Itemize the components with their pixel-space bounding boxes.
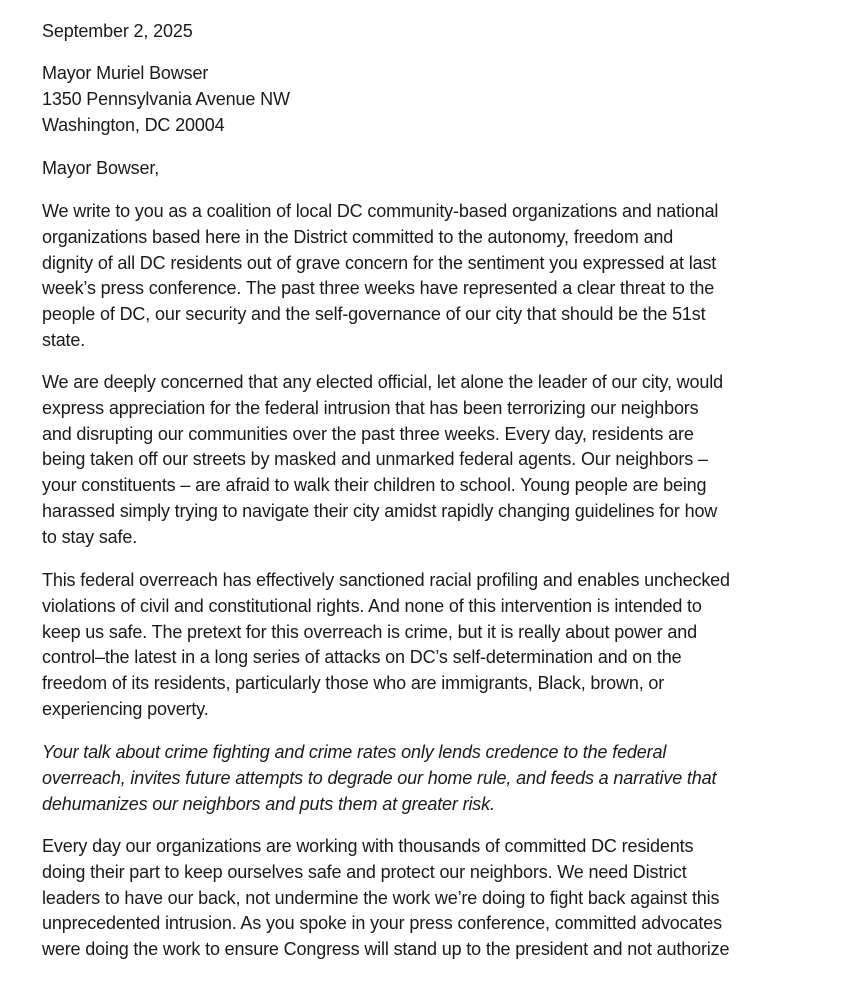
paragraph-line: overreach, invites future attempts to degrade our home rule, and feeds a narrative that xyxy=(42,767,717,788)
recipient-street: 1350 Pennsylvania Avenue NW xyxy=(42,88,290,109)
paragraph-line: We write to you as a coalition of local DC community-based organizations and national xyxy=(42,201,719,221)
date-text: September 2, 2025 xyxy=(42,21,193,41)
paragraph-line: keep us safe. The pretext for this overreach is crime, but it is really about power and xyxy=(42,621,697,642)
salutation xyxy=(42,156,159,182)
paragraph-2 xyxy=(42,370,723,551)
paragraph-line: violations of civil and constitutional rights. And none of this intervention is intended to xyxy=(42,595,702,616)
paragraph-line: express appreciation for the federal intrusion that has been terrorizing our neighbors xyxy=(42,397,699,418)
paragraph-line: to stay safe. xyxy=(42,526,138,547)
recipient-address xyxy=(42,61,290,138)
paragraph-line: state. xyxy=(42,329,86,350)
paragraph-line: week’s press conference. The past three weeks have represented a clear threat to the xyxy=(42,278,715,299)
paragraph-line: were doing the work to ensure Congress will stand up to the president and not authorize xyxy=(42,939,730,960)
paragraph-line: leaders to have our back, not undermine the work we’re doing to fight back against this xyxy=(42,887,720,908)
paragraph-line: control–the latest in a long series of attacks on DC’s self-determination and on the xyxy=(42,647,682,668)
paragraph-3 xyxy=(42,568,730,723)
recipient-city: Washington, DC 20004 xyxy=(42,114,225,135)
paragraph-line: people of DC, our security and the self-governance of our city that should be the 51st xyxy=(42,304,706,325)
paragraph-line: We are deeply concerned that any elected official, let alone the leader of our city, would xyxy=(42,372,723,392)
paragraph-line: experiencing poverty. xyxy=(42,698,209,719)
paragraph-line: being taken off our streets by masked and unmarked federal agents. Our neighbors – xyxy=(42,449,708,470)
paragraph-line: doing their part to keep ourselves safe and protect our neighbors. We need District xyxy=(42,861,687,882)
paragraph-line: and disrupting our communities over the past three weeks. Every day, residents are xyxy=(42,423,694,444)
paragraph-line: unprecedented intrusion. As you spoke in your press conference, committed advocates xyxy=(42,913,722,934)
paragraph-5 xyxy=(42,834,729,963)
paragraph-line: your constituents – are afraid to walk their children to school. Young people are being xyxy=(42,475,707,496)
letter-date xyxy=(42,19,193,45)
paragraph-line: organizations based here in the District committed to the autonomy, freedom and xyxy=(42,226,674,247)
paragraph-line: dehumanizes our neighbors and puts them at greater risk. xyxy=(42,793,495,814)
paragraph-line: freedom of its residents, particularly those who are immigrants, Black, brown, or xyxy=(42,673,665,694)
paragraph-line: Every day our organizations are working with thousands of committed DC residents xyxy=(42,836,694,856)
paragraph-line: Your talk about crime fighting and crime rates only lends credence to the federal xyxy=(42,742,667,762)
paragraph-1 xyxy=(42,199,718,354)
paragraph-line: harassed simply trying to navigate their city amidst rapidly changing guidelines for how xyxy=(42,500,718,521)
salutation-text: Mayor Bowser, xyxy=(42,158,160,178)
paragraph-line: dignity of all DC residents out of grave concern for the sentiment you expressed at last xyxy=(42,252,717,273)
paragraph-4-italic xyxy=(42,740,716,817)
recipient-name: Mayor Muriel Bowser xyxy=(42,63,209,83)
paragraph-line: This federal overreach has effectively sanctioned racial profiling and enables unchecked xyxy=(42,570,730,590)
